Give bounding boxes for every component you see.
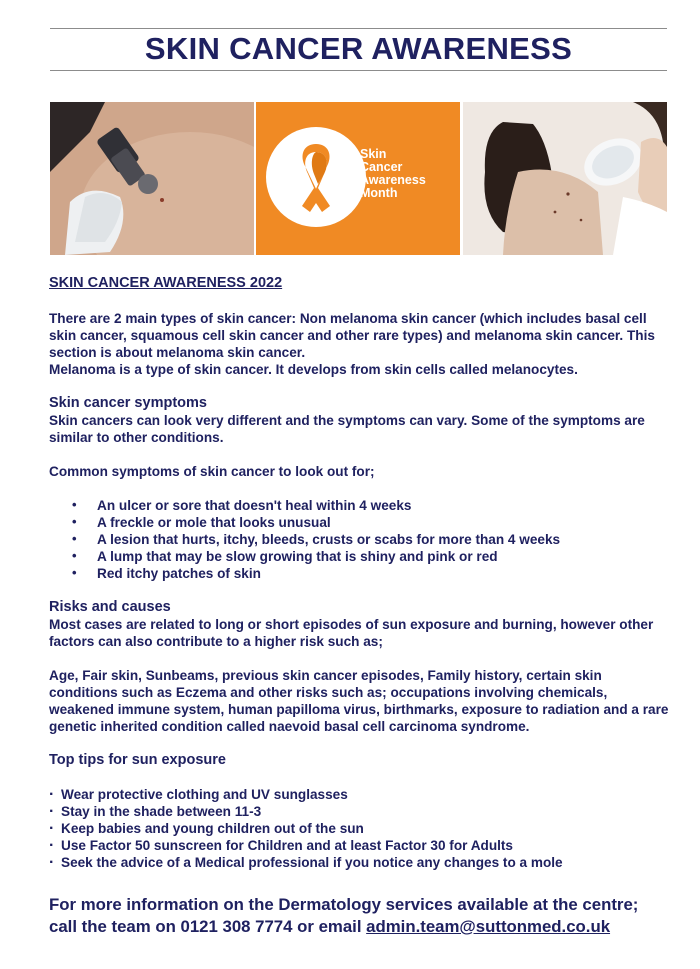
dermatoscope-photo — [50, 102, 254, 255]
footer-line-1: For more information on the Dermatology services available at the centre; — [49, 895, 639, 914]
month-badge-text: Skin Cancer Awareness Month — [360, 147, 426, 200]
list-item: • Red itchy patches of skin — [49, 565, 669, 582]
list-item: • A lump that may be slow growing that is shiny and pink or red — [49, 548, 669, 565]
footer-phone-text: call the team on 0121 308 7774 or email — [49, 917, 367, 936]
list-item: • A lesion that hurts, itchy, bleeds, crusts or scabs for more than 4 weeks — [49, 531, 669, 548]
top-rule — [50, 28, 667, 29]
footer-line-2 — [49, 916, 689, 938]
list-item: · Stay in the shade between 11-3 — [49, 803, 669, 820]
symptoms-list — [49, 497, 669, 582]
skin-check-photo — [463, 102, 667, 255]
list-item: · Keep babies and young children out of the sun — [49, 820, 669, 837]
contact-footer — [49, 894, 689, 938]
risks-details: Age, Fair skin, Sunbeams, previous skin cancer episodes, Family history, certain skin conditions such as Eczema and other risks such as; occupations involving chemicals, weakened immune system, human papilloma virus, birthmarks, exposure to radiation and a rare genetic inherited condition called naevoid basal cell carcinoma syndrome. — [49, 668, 669, 734]
symptoms-lead: Common symptoms of skin cancer to look out for; — [49, 464, 375, 479]
symptoms-heading: Skin cancer symptoms — [49, 395, 207, 411]
awareness-month-banner — [256, 102, 460, 255]
article-heading: SKIN CANCER AWARENESS 2022 — [49, 275, 283, 291]
article-body — [49, 275, 669, 871]
bottom-rule — [50, 70, 667, 71]
risks-text: Most cases are related to long or short episodes of sun exposure and burning, however other factors can also contribute to a higher risk such as; — [49, 617, 654, 649]
melanoma-paragraph: Melanoma is a type of skin cancer. It develops from skin cells called melanocytes. — [49, 362, 578, 377]
list-item: · Use Factor 50 sunscreen for Children and at least Factor 30 for Adults — [49, 837, 669, 854]
list-item: · Seek the advice of a Medical professional if you notice any changes to a mole — [49, 854, 669, 871]
email-link[interactable]: admin.team@suttonmed.co.uk — [366, 917, 611, 936]
list-item: • An ulcer or sore that doesn't heal within 4 weeks — [49, 497, 669, 514]
tips-heading: Top tips for sun exposure — [49, 752, 226, 768]
tips-list — [49, 786, 669, 871]
risks-heading: Risks and causes — [49, 599, 171, 615]
intro-paragraph: There are 2 main types of skin cancer: Non melanoma skin cancer (which includes basal cell skin cancer, squamous cell skin cancer and other rare types) and melanoma skin cancer. This section is about melanoma skin cancer. — [49, 311, 655, 360]
list-item: · Wear protective clothing and UV sunglasses — [49, 786, 669, 803]
page-title: SKIN CANCER AWARENESS — [144, 31, 573, 66]
symptoms-text: Skin cancers can look very different and the symptoms can vary. Some of the symptoms are similar to other conditions. — [49, 413, 645, 445]
list-item: • A freckle or mole that looks unusual — [49, 514, 669, 531]
